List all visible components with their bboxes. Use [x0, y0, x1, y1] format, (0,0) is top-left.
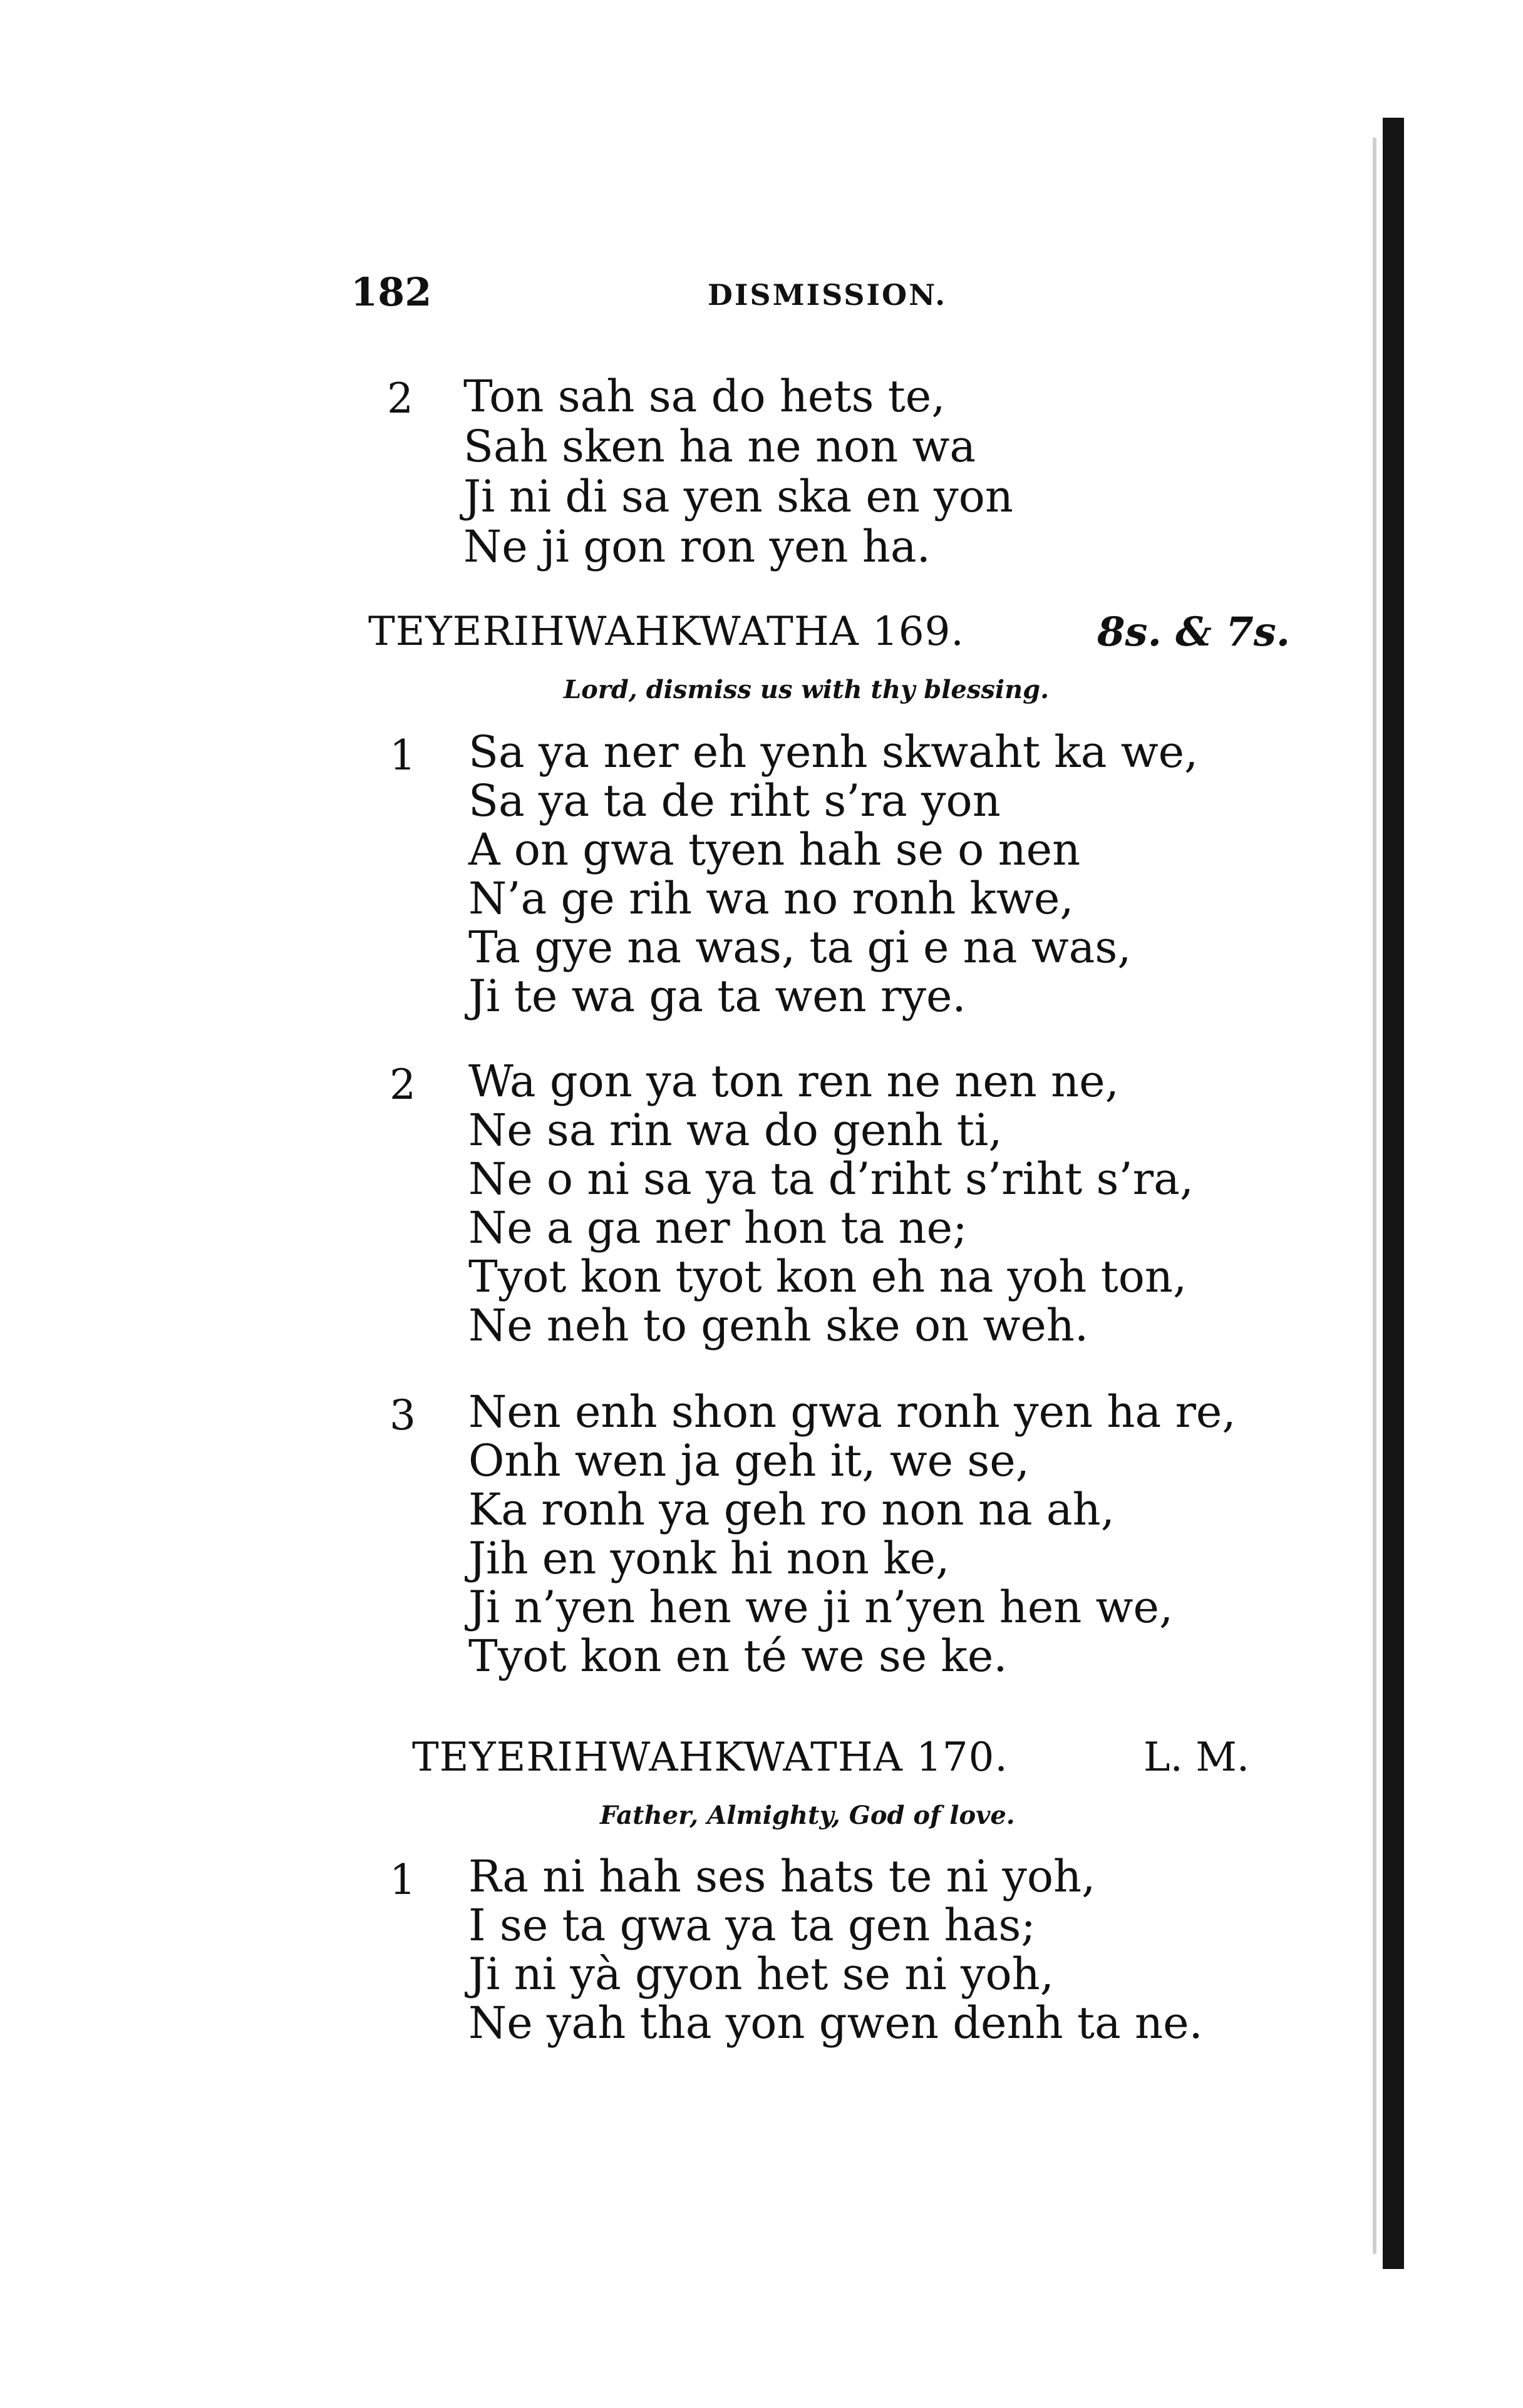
verse-line: Ne a ga ner hon ta ne;	[468, 1202, 968, 1253]
page-number: 182	[351, 269, 432, 315]
verse-line: Ta gye na was, ta gi e na was,	[468, 922, 1132, 973]
hymn-title: TEYERIHWAHKWATHA 170.	[412, 1734, 1008, 1781]
page-edge-shadow	[1373, 138, 1376, 2254]
verse-line: N’a ge rih wa no ronh kwe,	[468, 873, 1074, 924]
verse-line: Ji te wa ga ta wen rye.	[468, 970, 966, 1022]
hymn-meter: L. M.	[1144, 1734, 1250, 1781]
verse-line: Ji ni yà gyon het se ni yoh,	[468, 1948, 1055, 2000]
verse-number: 3	[390, 1391, 416, 1439]
verse-line: Ji n’yen hen we ji n’yen hen we,	[468, 1582, 1174, 1633]
running-head: DISMISSION.	[708, 278, 947, 312]
verse-line: Ka ronh ya geh ro non na ah,	[468, 1484, 1115, 1535]
verse-line: A on gwa tyen hah se o nen	[468, 824, 1081, 875]
verse-number: 1	[390, 1856, 416, 1904]
verse-line: Tyot kon tyot kon eh na yoh ton,	[468, 1251, 1187, 1302]
verse-line: Onh wen ja geh it, we se,	[468, 1435, 1030, 1486]
verse-line: Tyot kon en té we se ke.	[468, 1630, 1008, 1682]
verse-line: Nen enh shon gwa ronh yen ha re,	[468, 1386, 1236, 1438]
verse-line: Ji ni di sa yen ska en yon	[463, 471, 1013, 522]
verse-line: Ne neh to genh ske on weh.	[468, 1300, 1089, 1351]
verse-number: 1	[390, 731, 416, 780]
verse-line: Wa gon ya ton ren ne nen ne,	[468, 1056, 1119, 1107]
verse-line: Ton sah sa do hets te,	[463, 371, 946, 422]
verse-line: Ne sa rin wa do genh ti,	[468, 1104, 1003, 1156]
hymn-meter: 8s. & 7s.	[1097, 609, 1291, 656]
hymn-title: TEYERIHWAHKWATHA 169.	[368, 609, 964, 655]
hymn-subtitle: Lord, dismiss us with thy blessing.	[564, 675, 1050, 704]
verse-line: Ne ji gon ron yen ha.	[463, 521, 931, 572]
verse-line: Ra ni hah ses hats te ni yoh,	[468, 1851, 1096, 1902]
verse-line: I se ta gwa ya ta gen has;	[468, 1900, 1036, 1951]
verse-line: Ne o ni sa ya ta d’riht s’riht s’ra,	[468, 1153, 1194, 1205]
verse-number: 2	[387, 374, 413, 423]
verse-line: Sa ya ner eh yenh skwaht ka we,	[468, 726, 1199, 778]
verse-line: Ne yah tha yon gwen denh ta ne.	[468, 1997, 1203, 2049]
verse-line: Sa ya ta de riht s’ra yon	[468, 775, 1001, 826]
page-header	[351, 269, 1303, 326]
hymn-subtitle: Father, Almighty, God of love.	[600, 1801, 1015, 1830]
verse-line: Jih en yonk hi non ke,	[468, 1533, 950, 1584]
verse-number: 2	[390, 1061, 416, 1109]
book-spine-border	[1383, 118, 1404, 2269]
verse-line: Sah sken ha ne non wa	[463, 421, 976, 472]
